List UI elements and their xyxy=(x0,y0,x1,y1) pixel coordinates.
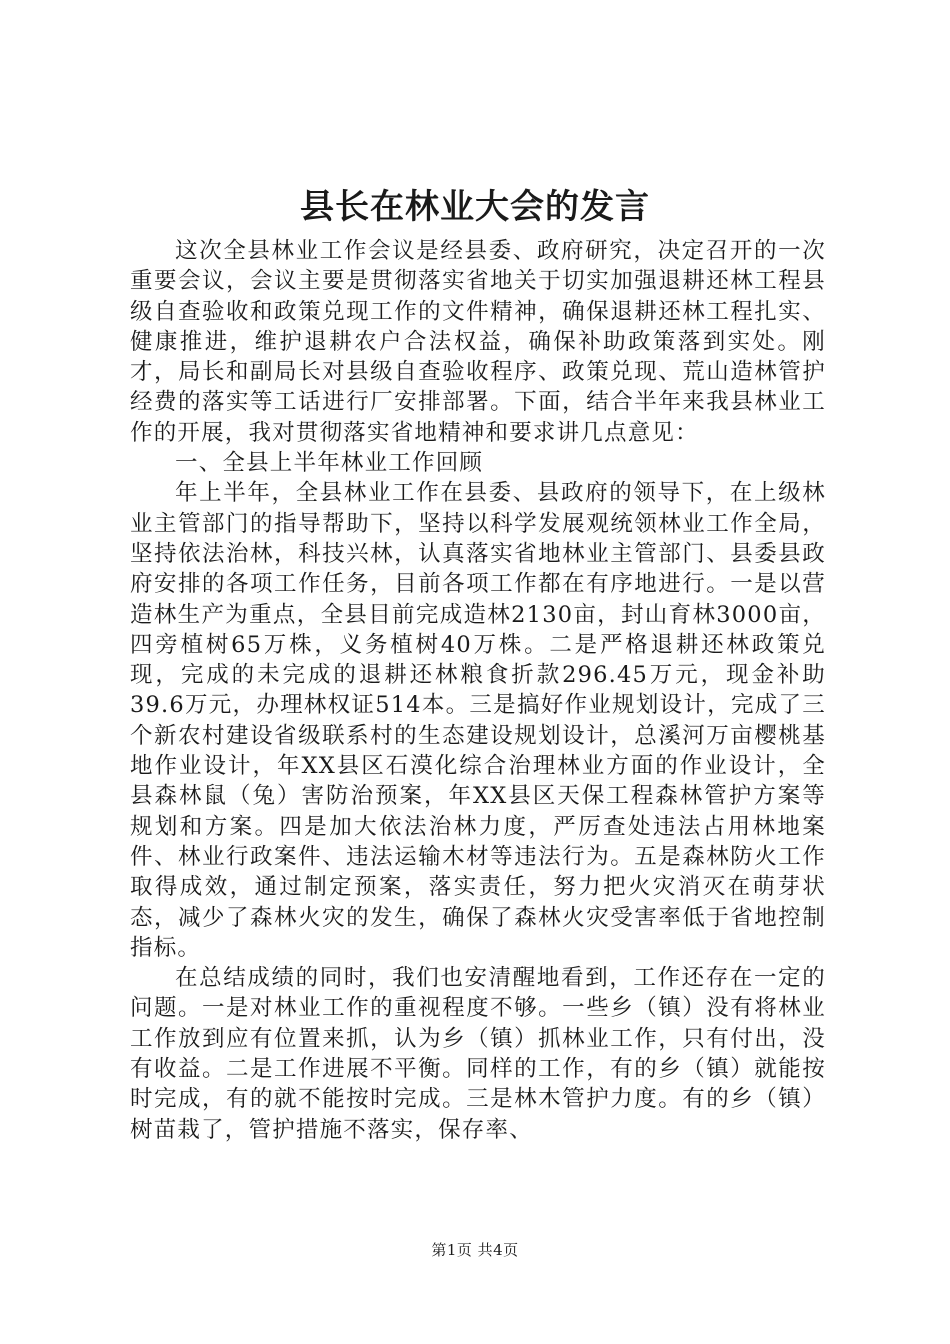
section-heading: 一、全县上半年林业工作回顾 xyxy=(175,450,484,477)
page-footer: 第1页 共4页 xyxy=(431,1241,519,1259)
paragraph-intro: 这次全县林业工作会议是经县委、政府研究，决定召开的一次重要会议，会议主要是贯彻落实省地关于切实加强退耕还林工程县级自查验收和政策兑现工作的文件精神，确保退耕还林工程扎实、健康推进，维护退耕农户合法权益，确保补助政策落到实处。刚才，局长和副局长对县级自查验收程序、政策兑现、荒山造林管护经费的落实等工话进行厂安排部署。下面，结合半年来我县林业工作的开展，我对贯彻落实省地精神和要求讲几点意见： xyxy=(130,238,826,446)
paragraph-problems: 在总结成绩的同时，我们也安清醒地看到，工作还存在一定的问题。一是对林业工作的重视程度不够。一些乡（镇）没有将林业工作放到应有位置来抓，认为乡（镇）抓林业工作，只有付出，没有收益。二是工作进展不平衡。同样的工作，有的乡（镇）就能按时完成，有的就不能按时完成。三是林木管护力度。有的乡（镇）树苗栽了，管护措施不落实，保存率、 xyxy=(130,965,826,1143)
paragraph-achievements: 年上半年，全县林业工作在县委、县政府的领导下，在上级林业主管部门的指导帮助下，坚持以科学发展观统领林业工作全局，坚持依法治林，科技兴林，认真落实省地林业主管部门、县委县政府安排的各项工作任务，目前各项工作都在有序地进行。一是以营造林生产为重点，全县目前完成造林2130亩，封山育林3000亩，四旁植树65万株，义务植树40万株。二是严格退耕还林政策兑现，完成的未完成的退耕还林粮食折款296.45万元，现金补助39.6万元，办理林权证514本。三是搞好作业规划设计，完成了三个新农村建设省级联系村的生态建设规划设计，总溪河万亩樱桃基地作业设计，年XX县区石漠化综合治理林业方面的作业设计，全县森林鼠（兔）害防治预案，年XX县区天保工程森林管护方案等规划和方案。四是加大依法治林力度，严厉查处违法占用林地案件、林业行政案件、违法运输木材等违法行为。五是森林防火工作取得成效，通过制定预案，落实责任，努力把火灾消灭在萌芽状态，减少了森林火灾的发生，确保了森林火灾受害率低于省地控制指标。 xyxy=(130,480,826,961)
document-body xyxy=(130,236,826,1145)
page-title: 县长在林业大会的发言 xyxy=(300,187,650,227)
